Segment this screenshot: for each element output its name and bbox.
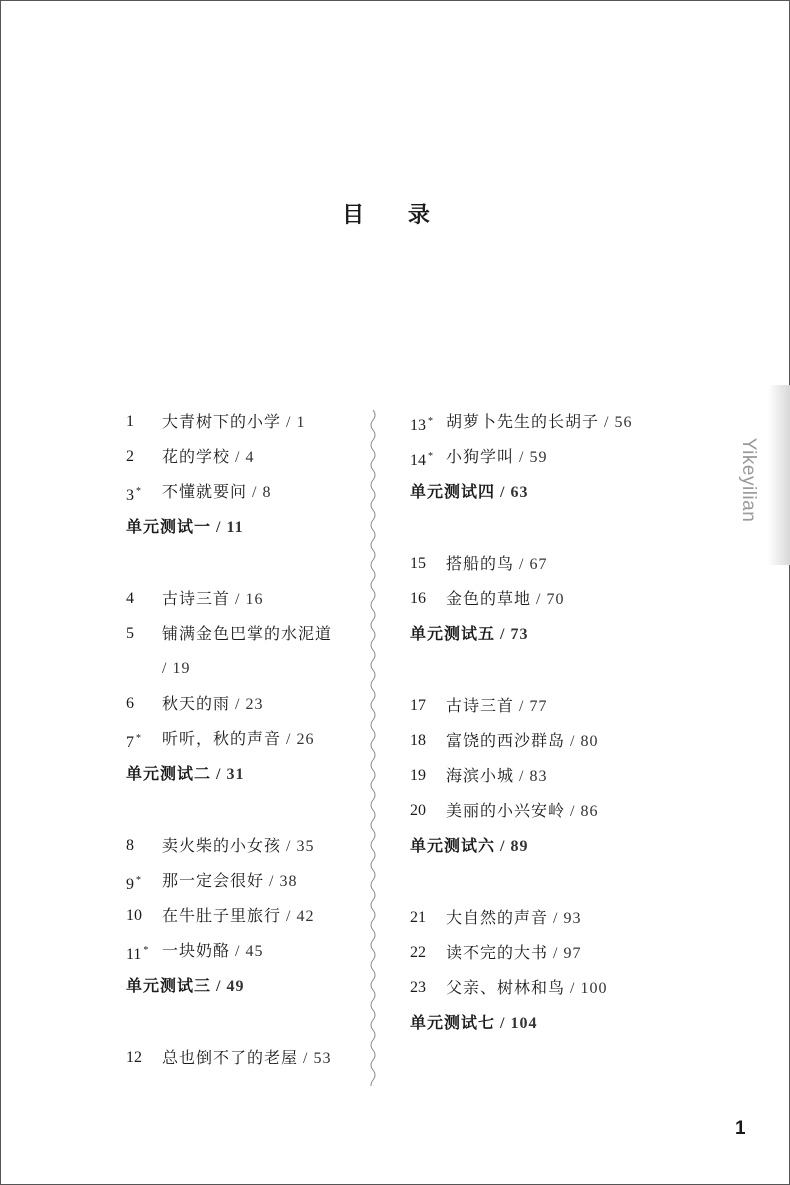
lesson-title-text: 铺满金色巴掌的水泥道 — [162, 624, 333, 643]
lesson-number: 22 — [410, 944, 426, 961]
toc-unit-test[interactable] — [126, 756, 366, 791]
page-ref: / 35 — [281, 838, 315, 855]
lesson-title — [446, 723, 598, 759]
toc-entry[interactable] — [126, 828, 366, 863]
lesson-number: 7 * — [126, 733, 141, 751]
toc-entry[interactable] — [126, 404, 366, 439]
toc-entry[interactable] — [410, 404, 670, 439]
toc-entry-continuation — [126, 651, 366, 686]
page-ref: / 8 — [247, 484, 272, 501]
side-label-text: Yikeyilian — [738, 437, 759, 523]
toc-entry[interactable] — [126, 898, 366, 933]
toc-entry[interactable] — [126, 863, 366, 898]
lesson-number: 6 — [126, 695, 134, 712]
lesson-title — [162, 828, 314, 864]
unit-label: 单元测试三 — [126, 976, 212, 995]
lesson-number: 1 — [126, 413, 134, 430]
unit-title — [410, 474, 528, 510]
lesson-number: 8 — [126, 837, 134, 854]
lesson-number: 10 — [126, 907, 142, 924]
lesson-title-text: 富饶的西沙群岛 — [446, 731, 566, 750]
page-ref: / 59 — [514, 449, 548, 466]
unit-label: 单元测试一 — [126, 517, 212, 536]
lesson-title — [162, 616, 332, 651]
toc-entry[interactable] — [126, 474, 366, 509]
unit-label: 单元测试六 — [410, 836, 496, 855]
side-tab — [768, 385, 790, 565]
lesson-number: 23 — [410, 979, 426, 996]
optional-mark: * — [136, 733, 141, 744]
lesson-title-text: 花的学校 — [162, 447, 231, 466]
page-ref: / 42 — [281, 908, 315, 925]
toc-unit-test[interactable] — [410, 828, 670, 863]
lesson-title — [446, 758, 547, 794]
lesson-title-text: 在牛肚子里旅行 — [162, 906, 282, 925]
lesson-title — [162, 439, 254, 475]
lesson-title — [162, 898, 314, 934]
lesson-number: 9 * — [126, 875, 141, 893]
lesson-title — [446, 900, 581, 936]
lesson-title — [446, 439, 547, 475]
toc-entry[interactable] — [126, 933, 366, 968]
page-ref: / 26 — [281, 731, 315, 748]
page-ref: / 4 — [230, 449, 255, 466]
lesson-title — [162, 933, 263, 969]
unit-title — [126, 968, 244, 1004]
lesson-title — [162, 474, 271, 510]
toc-entry[interactable] — [410, 793, 670, 828]
lesson-number: 11 * — [126, 945, 149, 963]
lesson-number: 5 — [126, 625, 134, 642]
section-gap — [126, 1003, 366, 1040]
lesson-title — [446, 688, 547, 724]
lesson-title-text: 小狗学叫 — [446, 447, 515, 466]
toc-entry[interactable] — [126, 616, 366, 651]
section-gap — [410, 509, 670, 546]
unit-title — [126, 509, 244, 545]
optional-mark: * — [136, 875, 141, 886]
page-ref: / 73 — [495, 626, 529, 643]
lesson-title — [446, 935, 581, 971]
lesson-number: 2 — [126, 448, 134, 465]
page-title: 目 录 — [342, 203, 448, 228]
lesson-number: 15 — [410, 555, 426, 572]
page-ref: / 56 — [599, 414, 633, 431]
page-ref: / 67 — [514, 556, 548, 573]
lesson-title-text: 父亲、树林和鸟 — [446, 978, 566, 997]
lesson-number: 4 — [126, 590, 134, 607]
toc-entry[interactable] — [410, 439, 670, 474]
lesson-title-text: 大青树下的小学 — [162, 412, 282, 431]
lesson-title-text: 古诗三首 — [446, 696, 515, 715]
toc-entry[interactable] — [410, 688, 670, 723]
toc-entry[interactable] — [410, 723, 670, 758]
section-gap — [410, 863, 670, 900]
toc-entry[interactable] — [410, 758, 670, 793]
page-ref: / 70 — [531, 591, 565, 608]
lesson-title-text: 胡萝卜先生的长胡子 — [446, 412, 600, 431]
lesson-title — [162, 1040, 331, 1076]
lesson-title — [162, 404, 305, 440]
lesson-title-text: 一块奶酪 — [162, 941, 231, 960]
lesson-title-text: 秋天的雨 — [162, 694, 231, 713]
page-ref: / 100 — [565, 980, 608, 997]
page-ref: / 104 — [495, 1015, 538, 1032]
page-ref: / 31 — [211, 766, 245, 783]
page-ref: / 11 — [211, 519, 244, 536]
toc-entry[interactable] — [410, 546, 670, 581]
section-gap — [410, 651, 670, 688]
lesson-title-text: 读不完的大书 — [446, 943, 549, 962]
side-label — [733, 420, 763, 540]
toc-entry[interactable] — [410, 581, 670, 616]
optional-mark: * — [428, 451, 433, 462]
page-ref: / 49 — [211, 978, 245, 995]
toc-entry[interactable] — [410, 900, 670, 935]
section-gap — [126, 544, 366, 581]
page-ref: / 63 — [495, 484, 529, 501]
page-number: 1 — [735, 1118, 746, 1139]
page-ref: / 86 — [565, 803, 599, 820]
page-ref: / 53 — [298, 1050, 332, 1067]
toc-entry[interactable] — [410, 935, 670, 970]
toc-unit-test[interactable] — [410, 474, 670, 509]
page-ref: / 23 — [230, 696, 264, 713]
lesson-title — [446, 970, 607, 1006]
unit-label: 单元测试二 — [126, 764, 212, 783]
lesson-number: 12 — [126, 1049, 142, 1066]
lesson-title-text: 听听，秋的声音 — [162, 729, 282, 748]
lesson-title — [162, 686, 263, 722]
page-ref: / 83 — [514, 768, 548, 785]
lesson-number: 18 — [410, 732, 426, 749]
toc-entry[interactable] — [126, 439, 366, 474]
unit-label: 单元测试五 — [410, 624, 496, 643]
lesson-title-text: 古诗三首 — [162, 589, 231, 608]
lesson-number: 21 — [410, 909, 426, 926]
lesson-title-text: 不懂就要问 — [162, 482, 248, 501]
toc-unit-test[interactable] — [126, 509, 366, 544]
lesson-title — [162, 721, 314, 757]
lesson-number: 3 * — [126, 486, 141, 504]
unit-title — [410, 828, 528, 864]
page-ref: / 19 — [162, 660, 191, 677]
lesson-title — [446, 793, 598, 829]
unit-label: 单元测试四 — [410, 482, 496, 501]
lesson-title — [446, 404, 632, 440]
page-ref: / 1 — [281, 414, 306, 431]
page-ref: / 77 — [514, 698, 548, 715]
lesson-title — [446, 581, 564, 617]
unit-label: 单元测试七 — [410, 1013, 496, 1032]
toc-unit-test[interactable] — [410, 1005, 670, 1040]
lesson-title-text: 金色的草地 — [446, 589, 532, 608]
optional-mark: * — [136, 486, 141, 497]
toc-unit-test[interactable] — [126, 968, 366, 1003]
lesson-title-text: 那一定会很好 — [162, 871, 265, 890]
lesson-number: 13 * — [410, 416, 433, 434]
lesson-title — [446, 546, 547, 582]
optional-mark: * — [428, 416, 433, 427]
wavy-divider — [366, 410, 380, 1086]
page-ref: / 80 — [565, 733, 599, 750]
lesson-title-text: 美丽的小兴安岭 — [446, 801, 566, 820]
lesson-title — [162, 863, 297, 899]
toc-entry[interactable] — [126, 581, 366, 616]
lesson-title-text: 搭船的鸟 — [446, 554, 515, 573]
lesson-title-text: 卖火柴的小女孩 — [162, 836, 282, 855]
unit-title — [126, 756, 244, 792]
lesson-title — [162, 581, 263, 617]
toc-right-column — [410, 404, 670, 1040]
optional-mark: * — [143, 945, 149, 956]
toc-entry[interactable] — [126, 721, 366, 756]
unit-title — [410, 616, 528, 652]
page-ref: / 16 — [230, 591, 264, 608]
lesson-title-text: 总也倒不了的老屋 — [162, 1048, 299, 1067]
toc-left-column — [126, 404, 366, 1075]
lesson-number: 16 — [410, 590, 426, 607]
toc-entry[interactable] — [410, 970, 670, 1005]
lesson-title-text: 大自然的声音 — [446, 908, 549, 927]
toc-entry[interactable] — [126, 1040, 366, 1075]
lesson-number: 20 — [410, 802, 426, 819]
toc-entry[interactable] — [126, 686, 366, 721]
lesson-number: 19 — [410, 767, 426, 784]
lesson-title-text: 海滨小城 — [446, 766, 515, 785]
section-gap — [126, 791, 366, 828]
lesson-number: 14 * — [410, 451, 433, 469]
page-ref: / 93 — [548, 910, 582, 927]
page-ref: / 45 — [230, 943, 264, 960]
page-ref: / 97 — [548, 945, 582, 962]
unit-title — [410, 1005, 537, 1041]
lesson-number: 17 — [410, 697, 426, 714]
page-ref: / 38 — [264, 873, 298, 890]
toc-unit-test[interactable] — [410, 616, 670, 651]
page-ref: / 89 — [495, 838, 529, 855]
